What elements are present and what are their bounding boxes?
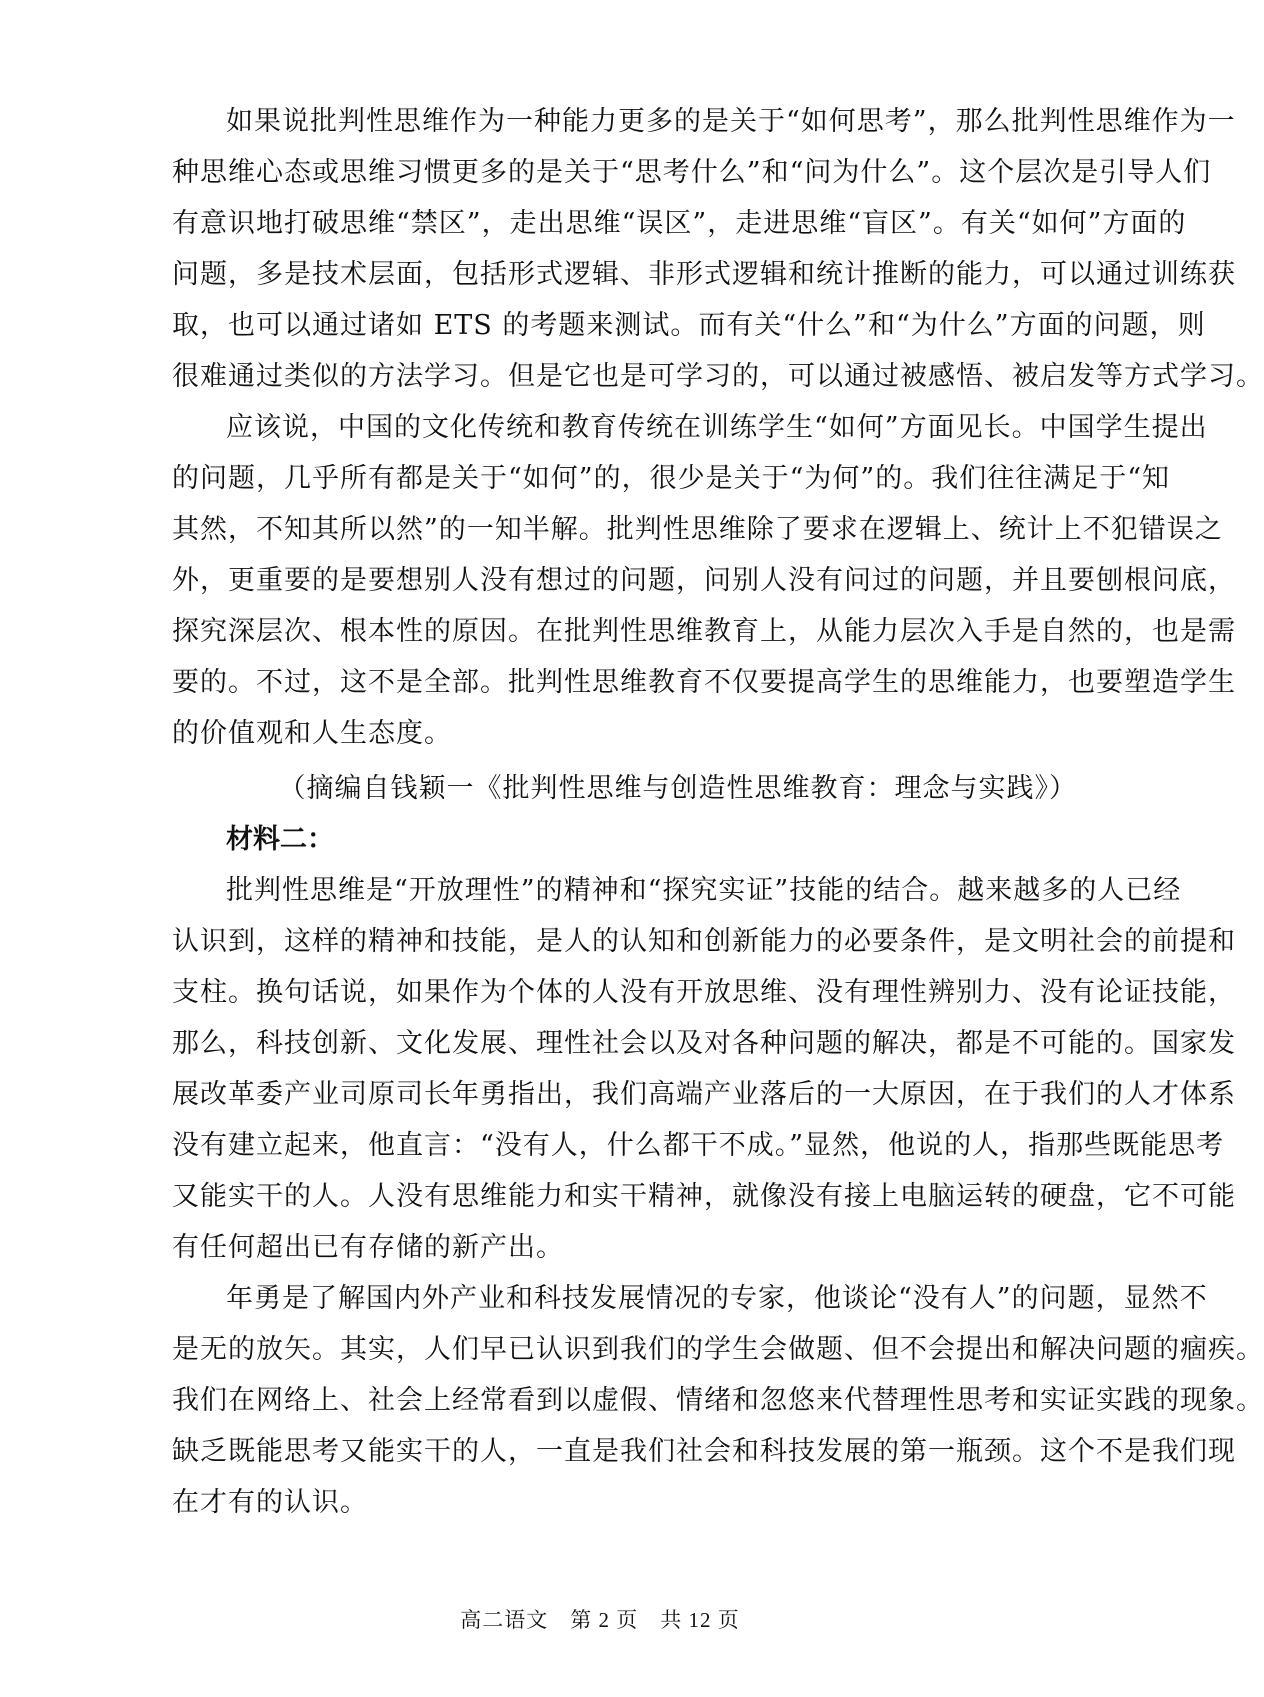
text-line: 缺乏既能思考又能实干的人，一直是我们社会和科技发展的第一瓶颈。这个不是我们现 bbox=[172, 1436, 1236, 1467]
text-line: 要的。不过，这不是全部。批判性思维教育不仅要提高学生的思维能力，也要塑造学生 bbox=[172, 667, 1236, 698]
text-line: 问题，多是技术层面，包括形式逻辑、非形式逻辑和统计推断的能力，可以通过训练获 bbox=[172, 259, 1236, 290]
text-line: 那么，科技创新、文化发展、理性社会以及对各种问题的解决，都是不可能的。国家发 bbox=[172, 1028, 1236, 1059]
text-line: 批判性思维是“开放理性”的精神和“探究实证”技能的结合。越来越多的人已经 bbox=[226, 875, 1182, 906]
text-line: 是无的放矢。其实，人们早已认识到我们的学生会做题、但不会提出和解决问题的痼疾。 bbox=[172, 1334, 1264, 1365]
text-line: 很难通过类似的方法学习。但是它也是可学习的，可以通过被感悟、被启发等方式学习。 bbox=[172, 361, 1264, 392]
page-footer: 高二语文 第 2 页 共 12 页 bbox=[460, 1608, 740, 1632]
paragraph bbox=[172, 402, 1236, 759]
paragraph bbox=[172, 96, 1264, 402]
text-line: 有任何超出已有存储的新产出。 bbox=[172, 1232, 564, 1263]
text-line: 如果说批判性思维作为一种能力更多的是关于“如何思考”，那么批判性思维作为一 bbox=[226, 106, 1236, 137]
source-citation: （摘编自钱颖一《批判性思维与创造性思维教育：理念与实践》） bbox=[278, 773, 1077, 804]
document-body bbox=[172, 96, 1264, 1528]
text-line: 又能实干的人。人没有思维能力和实干精神，就像没有接上电脑运转的硬盘，它不可能 bbox=[172, 1181, 1236, 1212]
text-line: 的问题，几乎所有都是关于“如何”的，很少是关于“为何”的。我们往往满足于“知 bbox=[172, 463, 1171, 494]
section-heading: 材料二： bbox=[226, 824, 334, 855]
text-line: 我们在网络上、社会上经常看到以虚假、情绪和忽悠来代替理性思考和实证实践的现象。 bbox=[172, 1385, 1264, 1416]
text-line: 没有建立起来，他直言：“没有人，什么都干不成。”显然，他说的人，指那些既能思考 bbox=[172, 1130, 1225, 1161]
text-line: 种思维心态或思维习惯更多的是关于“思考什么”和“问为什么”。这个层次是引导人们 bbox=[172, 157, 1212, 188]
paragraph bbox=[172, 1273, 1264, 1528]
text-line: 支柱。换句话说，如果作为个体的人没有开放思维、没有理性辨别力、没有论证技能， bbox=[172, 977, 1236, 1008]
text-line: 应该说，中国的文化传统和教育传统在训练学生“如何”方面见长。中国学生提出 bbox=[226, 412, 1208, 443]
text-line: 取，也可以通过诸如 ETS 的考题来测试。而有关“什么”和“为什么”方面的问题，则 bbox=[172, 310, 1206, 341]
text-line: 认识到，这样的精神和技能，是人的认知和创新能力的必要条件，是文明社会的前提和 bbox=[172, 926, 1236, 957]
text-line: 其然，不知其所以然”的一知半解。批判性思维除了要求在逻辑上、统计上不犯错误之 bbox=[172, 514, 1223, 545]
text-line: 有意识地打破思维“禁区”，走出思维“误区”，走进思维“盲区”。有关“如何”方面的 bbox=[172, 208, 1187, 239]
text-line: 展改革委产业司原司长年勇指出，我们高端产业落后的一大原因，在于我们的人才体系 bbox=[172, 1079, 1236, 1110]
text-line: 年勇是了解国内外产业和科技发展情况的专家，他谈论“没有人”的问题，显然不 bbox=[226, 1283, 1208, 1314]
text-line: 外，更重要的是要想别人没有想过的问题，问别人没有问过的问题，并且要刨根问底， bbox=[172, 565, 1236, 596]
text-line: 在才有的认识。 bbox=[172, 1487, 368, 1518]
paragraph bbox=[172, 865, 1236, 1273]
text-line: 探究深层次、根本性的原因。在批判性思维教育上，从能力层次入手是自然的，也是需 bbox=[172, 616, 1236, 647]
text-line: 的价值观和人生态度。 bbox=[172, 718, 452, 749]
